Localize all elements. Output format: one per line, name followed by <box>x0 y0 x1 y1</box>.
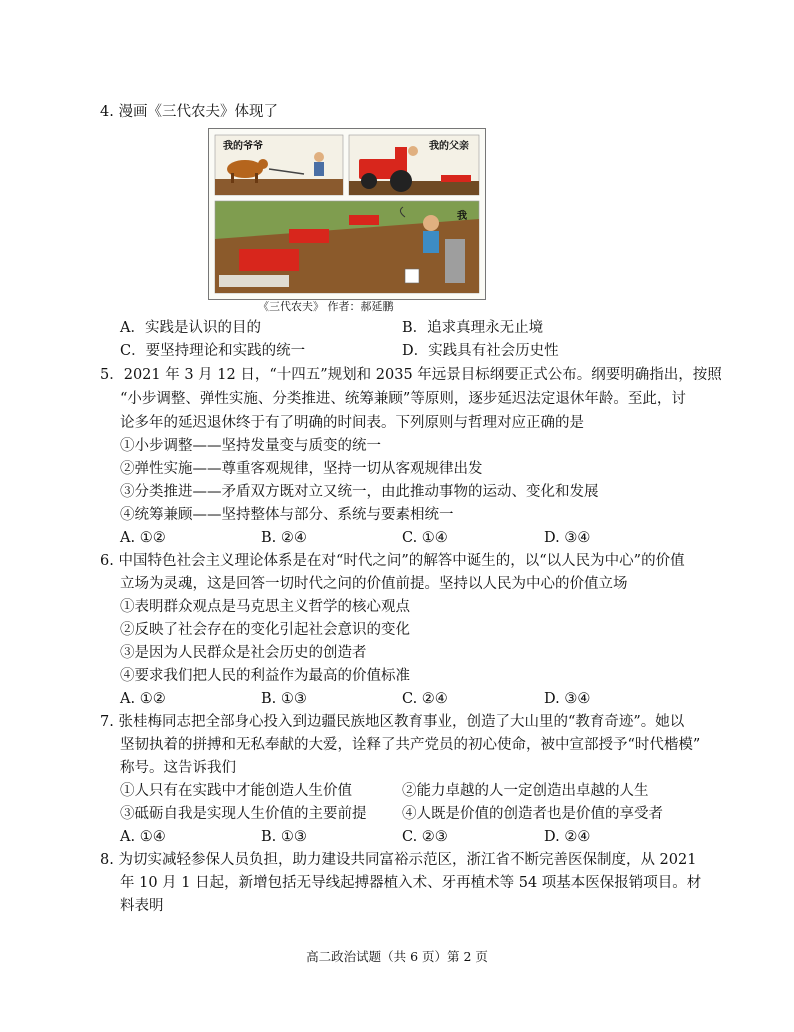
label-father: 我的父亲 <box>429 141 469 152</box>
q6-statement: ②反映了社会存在的变化引起社会意识的变化 <box>120 622 410 638</box>
q7-option-b[interactable]: B. ①③ <box>261 829 307 845</box>
cartoon-illustration <box>209 129 485 299</box>
q6-statement: ③是因为人民群众是社会历史的创造者 <box>120 645 367 661</box>
q6-option-d[interactable]: D. ③④ <box>544 691 591 707</box>
cartoon-image <box>208 128 486 300</box>
q8-stem-line: 8. 为切实减轻参保人员负担，助力建设共同富裕示范区，浙江省不断完善医保制度，从 2021 <box>100 852 697 868</box>
q5-stem-line: 5．2021 年 3 月 12 日，“十四五”规划和 2035 年远景目标纲要正式公布。纲要明确指出，按照 <box>100 367 722 383</box>
q7-option-a[interactable]: A. ①④ <box>120 829 166 845</box>
cartoon-caption: 《三代农夫》 作者：郝延鹏 <box>258 300 394 313</box>
q7-statement: ①人只有在实践中才能创造人生价值 <box>120 783 352 799</box>
q7-stem-line: 坚韧执着的拼搏和无私奉献的大爱，诠释了共产党员的初心使命，被中宣部授予“时代楷模” <box>120 737 701 753</box>
q8-stem-line: 料表明 <box>120 898 164 914</box>
q6-statement: ④要求我们把人民的利益作为最高的价值标准 <box>120 668 410 684</box>
q4-option-b[interactable]: B．追求真理永无止境 <box>402 320 544 336</box>
q6-option-a[interactable]: A. ①② <box>120 691 166 707</box>
q7-stem-line: 7. 张桂梅同志把全部身心投入到边疆民族地区教育事业，创造了大山里的“教育奇迹”。她以 <box>100 714 685 730</box>
q5-stem-line: 论多年的延迟退休终于有了明确的时间表。下列原则与哲理对应正确的是 <box>120 415 584 431</box>
q6-stem-line: 立场为灵魂，这是回答一切时代之问的价值前提。坚持以人民为中心的价值立场 <box>120 576 628 592</box>
q4-stem: 4. 漫画《三代农夫》体现了 <box>100 104 278 120</box>
q7-stem-line: 称号。这告诉我们 <box>120 760 236 776</box>
q5-statement: ②弹性实施——尊重客观规律，坚持一切从客观规律出发 <box>120 461 483 477</box>
label-me: 我 <box>457 211 467 222</box>
q7-statement: ②能力卓越的人一定创造出卓越的人生 <box>402 783 649 799</box>
label-grandpa: 我的爷爷 <box>223 141 263 152</box>
q4-option-a[interactable]: A．实践是认识的目的 <box>120 320 261 336</box>
q4-option-d[interactable]: D．实践具有社会历史性 <box>402 343 559 359</box>
q5-option-d[interactable]: D. ③④ <box>544 530 591 546</box>
q5-option-b[interactable]: B. ②④ <box>261 530 307 546</box>
q5-option-c[interactable]: C. ①④ <box>402 530 448 546</box>
q6-option-b[interactable]: B. ①③ <box>261 691 307 707</box>
q7-option-d[interactable]: D. ②④ <box>544 829 591 845</box>
q6-option-c[interactable]: C. ②④ <box>402 691 448 707</box>
q7-statement: ③砥砺自我是实现人生价值的主要前提 <box>120 806 367 822</box>
q4-option-c[interactable]: C．要坚持理论和实践的统一 <box>120 343 306 359</box>
q5-statement: ③分类推进——矛盾双方既对立又统一，由此推动事物的运动、变化和发展 <box>120 484 599 500</box>
q7-statement: ④人既是价值的创造者也是价值的享受者 <box>402 806 663 822</box>
q5-option-a[interactable]: A. ①② <box>120 530 166 546</box>
q5-statement: ④统筹兼顾——坚持整体与部分、系统与要素相统一 <box>120 507 454 523</box>
q6-stem-line: 6. 中国特色社会主义理论体系是在对“时代之问”的解答中诞生的，以“以人民为中心”的价值 <box>100 553 685 569</box>
q5-statement: ①小步调整——坚持发量变与质变的统一 <box>120 438 381 454</box>
page-footer: 高二政治试题（共 6 页）第 2 页 <box>306 949 488 964</box>
q5-stem-line: “小步调整、弹性实施、分类推进、统筹兼顾”等原则，逐步延迟法定退休年龄。至此，讨 <box>120 391 686 407</box>
q7-option-c[interactable]: C. ②③ <box>402 829 448 845</box>
q6-statement: ①表明群众观点是马克思主义哲学的核心观点 <box>120 599 410 615</box>
q8-stem-line: 年 10 月 1 日起，新增包括无导线起搏器植入术、牙再植术等 54 项基本医保报销项目。材 <box>120 875 702 891</box>
